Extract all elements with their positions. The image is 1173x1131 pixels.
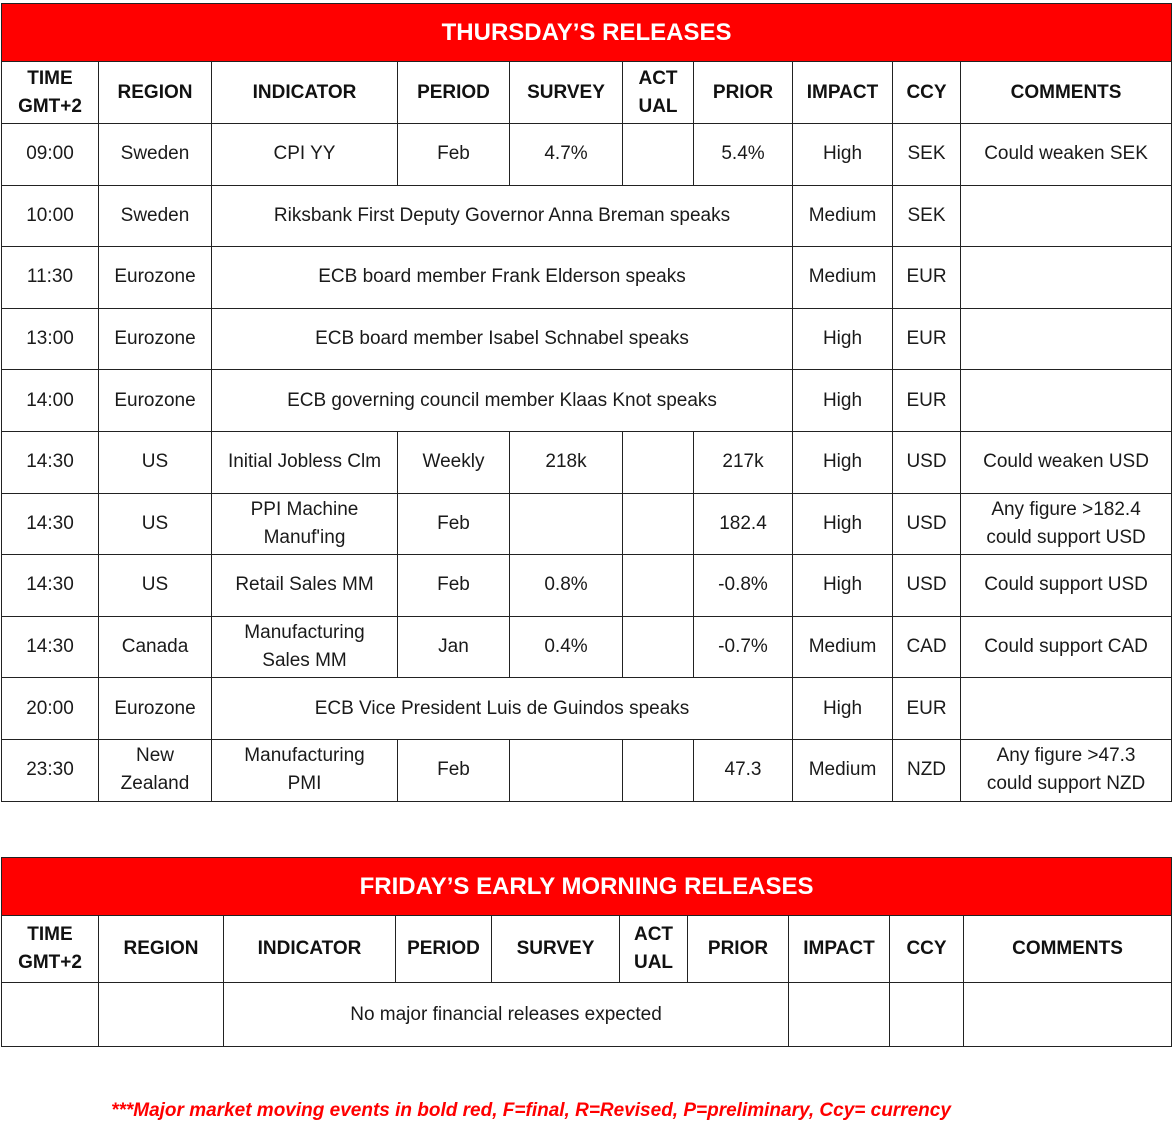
cell-ccy: EUR — [893, 308, 961, 370]
table-row — [2, 308, 1172, 370]
cell-time: 10:00 — [2, 185, 99, 247]
cell-event: ECB board member Frank Elderson speaks — [212, 247, 793, 309]
cell-time: 23:30 — [2, 739, 99, 801]
table-row — [2, 247, 1172, 309]
cell-region: US — [99, 555, 212, 617]
cell-period: Feb — [398, 124, 510, 186]
cell-ccy: USD — [893, 493, 961, 555]
cell-prior: -0.7% — [694, 616, 793, 678]
cell-comments — [961, 247, 1172, 309]
cell-event: ECB Vice President Luis de Guindos speaks — [212, 678, 793, 740]
cell-period: Feb — [398, 493, 510, 555]
cell-ccy: EUR — [893, 678, 961, 740]
cell-time: 13:00 — [2, 308, 99, 370]
cell-region: Eurozone — [99, 308, 212, 370]
cell-indicator: CPI YY — [212, 124, 398, 186]
cell-ccy: EUR — [893, 247, 961, 309]
cell-impact: High — [793, 124, 893, 186]
table-row — [2, 555, 1172, 617]
cell-region: Eurozone — [99, 247, 212, 309]
cell-region: US — [99, 431, 212, 493]
cell-region: Eurozone — [99, 678, 212, 740]
header-actual: ACT UAL — [620, 916, 688, 983]
header-comments: COMMENTS — [964, 916, 1172, 983]
cell-ccy: CAD — [893, 616, 961, 678]
header-survey: SURVEY — [510, 62, 623, 124]
friday-releases-table — [1, 857, 1172, 1047]
cell-region: US — [99, 493, 212, 555]
cell-period: Feb — [398, 739, 510, 801]
cell-time: 14:30 — [2, 616, 99, 678]
cell-event: ECB board member Isabel Schnabel speaks — [212, 308, 793, 370]
table-header-row — [2, 62, 1172, 124]
cell-region: New Zealand — [99, 739, 212, 801]
footnote: ***Major market moving events in bold red, F=final, R=Revised, P=preliminary, Ccy= currency — [111, 1100, 951, 1121]
cell-comments: Could weaken USD — [961, 431, 1172, 493]
cell-comments — [961, 370, 1172, 432]
cell-impact: High — [793, 370, 893, 432]
cell-actual — [623, 124, 694, 186]
table-row — [2, 616, 1172, 678]
cell-prior: 47.3 — [694, 739, 793, 801]
cell-impact: High — [793, 431, 893, 493]
header-survey: SURVEY — [492, 916, 620, 983]
cell-actual — [623, 616, 694, 678]
cell-time: 20:00 — [2, 678, 99, 740]
header-indicator: INDICATOR — [212, 62, 398, 124]
cell-region: Sweden — [99, 124, 212, 186]
cell-time: 11:30 — [2, 247, 99, 309]
table-row — [2, 431, 1172, 493]
cell-impact: High — [793, 493, 893, 555]
cell-impact: Medium — [793, 739, 893, 801]
header-indicator: INDICATOR — [224, 916, 396, 983]
cell-indicator: PPI Machine Manuf'ing — [212, 493, 398, 555]
cell-actual — [623, 739, 694, 801]
cell-comments — [961, 185, 1172, 247]
cell-period: Feb — [398, 555, 510, 617]
header-time: TIME GMT+2 — [2, 916, 99, 983]
header-ccy: CCY — [893, 62, 961, 124]
header-time: TIME GMT+2 — [2, 62, 99, 124]
cell-ccy: SEK — [893, 185, 961, 247]
thursday-releases-table — [1, 3, 1172, 802]
header-region: REGION — [99, 62, 212, 124]
cell-comments: Could support CAD — [961, 616, 1172, 678]
cell-impact: Medium — [793, 616, 893, 678]
cell-prior: 217k — [694, 431, 793, 493]
header-impact: IMPACT — [793, 62, 893, 124]
cell-event: No major financial releases expected — [224, 983, 789, 1047]
cell-indicator: Manufacturing PMI — [212, 739, 398, 801]
cell-comments — [961, 308, 1172, 370]
cell-impact: High — [793, 678, 893, 740]
cell-comments: Could weaken SEK — [961, 124, 1172, 186]
cell-time: 14:30 — [2, 555, 99, 617]
cell-ccy: USD — [893, 555, 961, 617]
cell-impact: Medium — [793, 185, 893, 247]
cell-comments — [964, 983, 1172, 1047]
cell-time: 14:30 — [2, 493, 99, 555]
cell-ccy: SEK — [893, 124, 961, 186]
table-header-row — [2, 916, 1172, 983]
cell-actual — [623, 493, 694, 555]
cell-time — [2, 983, 99, 1047]
cell-actual — [623, 555, 694, 617]
cell-event: Riksbank First Deputy Governor Anna Breman speaks — [212, 185, 793, 247]
header-actual: ACT UAL — [623, 62, 694, 124]
header-impact: IMPACT — [789, 916, 890, 983]
header-comments: COMMENTS — [961, 62, 1172, 124]
cell-comments: Any figure >47.3 could support NZD — [961, 739, 1172, 801]
cell-prior: -0.8% — [694, 555, 793, 617]
header-prior: PRIOR — [694, 62, 793, 124]
cell-survey: 0.4% — [510, 616, 623, 678]
cell-survey: 4.7% — [510, 124, 623, 186]
cell-impact — [789, 983, 890, 1047]
cell-ccy: USD — [893, 431, 961, 493]
cell-survey — [510, 739, 623, 801]
thursday-title: THURSDAY’S RELEASES — [2, 4, 1172, 62]
table-row — [2, 370, 1172, 432]
cell-region: Sweden — [99, 185, 212, 247]
cell-comments: Any figure >182.4 could support USD — [961, 493, 1172, 555]
cell-comments — [961, 678, 1172, 740]
cell-ccy: NZD — [893, 739, 961, 801]
cell-ccy: EUR — [893, 370, 961, 432]
table-row — [2, 185, 1172, 247]
header-period: PERIOD — [396, 916, 492, 983]
cell-time: 14:00 — [2, 370, 99, 432]
cell-prior: 5.4% — [694, 124, 793, 186]
cell-ccy — [890, 983, 964, 1047]
cell-survey: 218k — [510, 431, 623, 493]
cell-time: 14:30 — [2, 431, 99, 493]
cell-impact: High — [793, 555, 893, 617]
cell-prior: 182.4 — [694, 493, 793, 555]
cell-survey — [510, 493, 623, 555]
header-period: PERIOD — [398, 62, 510, 124]
cell-comments: Could support USD — [961, 555, 1172, 617]
cell-indicator: Initial Jobless Clm — [212, 431, 398, 493]
cell-region: Canada — [99, 616, 212, 678]
cell-region — [99, 983, 224, 1047]
cell-indicator: Retail Sales MM — [212, 555, 398, 617]
table-row — [2, 493, 1172, 555]
cell-survey: 0.8% — [510, 555, 623, 617]
cell-time: 09:00 — [2, 124, 99, 186]
table-row — [2, 124, 1172, 186]
cell-event: ECB governing council member Klaas Knot speaks — [212, 370, 793, 432]
header-ccy: CCY — [890, 916, 964, 983]
cell-region: Eurozone — [99, 370, 212, 432]
table-row — [2, 983, 1172, 1047]
cell-period: Jan — [398, 616, 510, 678]
cell-impact: Medium — [793, 247, 893, 309]
table-row — [2, 678, 1172, 740]
header-prior: PRIOR — [688, 916, 789, 983]
header-region: REGION — [99, 916, 224, 983]
cell-indicator: Manufacturing Sales MM — [212, 616, 398, 678]
friday-title: FRIDAY’S EARLY MORNING RELEASES — [2, 858, 1172, 916]
cell-period: Weekly — [398, 431, 510, 493]
cell-impact: High — [793, 308, 893, 370]
table-row — [2, 739, 1172, 801]
cell-actual — [623, 431, 694, 493]
